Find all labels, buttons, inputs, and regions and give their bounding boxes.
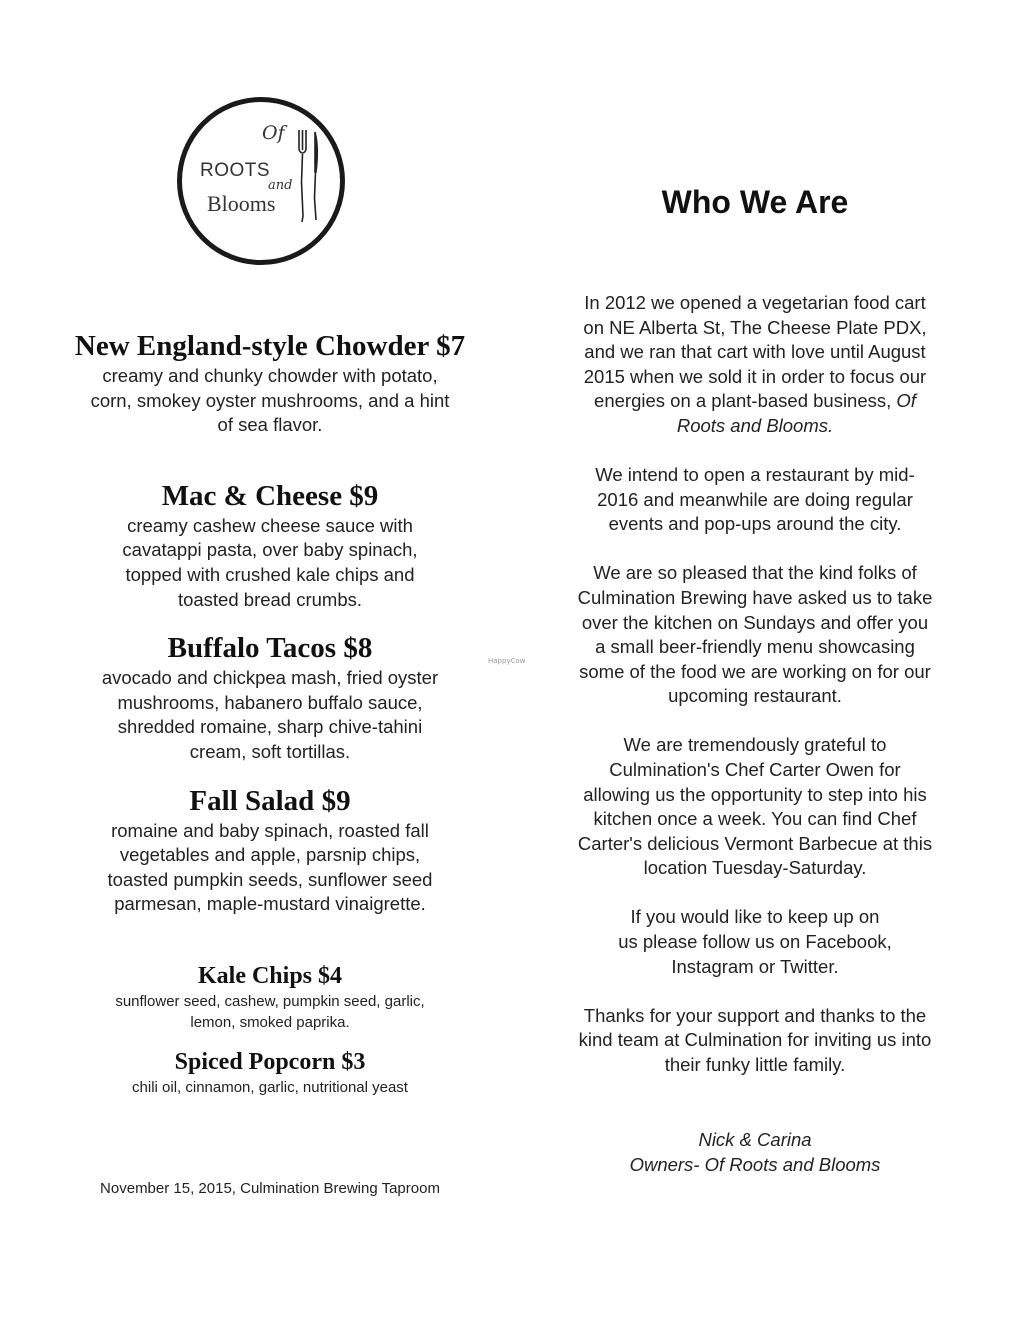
menu-item-description-line: toasted pumpkin seeds, sunflower seed: [107, 868, 433, 890]
about-paragraph: [532, 463, 978, 537]
about-paragraph-line: energies on a plant-based business, Of: [594, 390, 916, 412]
menu-item: [40, 630, 500, 764]
about-paragraph-line: Roots and Blooms.: [676, 414, 834, 436]
menu-item-description-line: shredded romaine, sharp chive-tahini: [117, 716, 423, 738]
menu-item-description: [40, 514, 500, 612]
watermark: HappyCow: [488, 657, 526, 665]
menu-item-description-line: mushrooms, habanero buffalo sauce,: [117, 691, 423, 713]
side-item-title: Kale Chips $4: [197, 962, 343, 989]
menu-item-description-line: parmesan, maple-mustard vinaigrette.: [114, 893, 426, 915]
menu-item-description-line: cavatappi pasta, over baby spinach,: [122, 539, 418, 561]
about-paragraph-line: Instagram or Twitter.: [671, 955, 839, 977]
menu-item-description-line: avocado and chickpea mash, fried oyster: [101, 667, 439, 689]
utensils-icon: [296, 128, 320, 224]
logo-blooms-text: Blooms: [207, 191, 276, 216]
side-item-title: Spiced Popcorn $3: [174, 1048, 366, 1075]
logo-roots-text: ROOTS: [200, 160, 271, 181]
menu-item-title: Fall Salad $9: [189, 784, 351, 817]
about-paragraph: [532, 561, 978, 709]
menu-item-title: New England-style Chowder $7: [74, 330, 466, 362]
business-name-fragment: Of: [896, 390, 916, 412]
about-paragraph-line: If you would like to keep up on: [630, 906, 880, 928]
about-paragraph-line: and we ran that cart with love until August: [584, 341, 926, 363]
menu-item: [40, 783, 500, 917]
about-paragraph-line: Culmination's Chef Carter Owen for: [609, 759, 901, 780]
side-item: [40, 961, 500, 1033]
menu-item-description-line: vegetables and apple, parsnip chips,: [119, 844, 421, 866]
menu-item: [40, 478, 500, 612]
about-paragraph-line: Culmination Brewing have asked us to take: [577, 586, 933, 608]
about-paragraph-line: Thanks for your support and thanks to the: [583, 1004, 927, 1026]
signature-names: Nick & Carina: [698, 1129, 812, 1150]
about-paragraph-line: 2015 when we sold it in order to focus our: [583, 365, 927, 387]
menu-item-description-line: toasted bread crumbs.: [177, 588, 363, 610]
about-paragraph: [532, 905, 978, 979]
about-paragraph-line: allowing us the opportunity to step into his: [583, 783, 927, 805]
about-paragraph-line: Carter's delicious Vermont Barbecue at this: [577, 832, 933, 854]
logo-of-text: Of: [262, 122, 285, 144]
logo-and-text: and: [268, 178, 293, 193]
side-item-description-line: sunflower seed, cashew, pumpkin seed, garlic,: [115, 992, 425, 1010]
side-item-description: [40, 991, 500, 1033]
about-paragraph-line: on NE Alberta St, The Cheese Plate PDX,: [583, 316, 927, 338]
menu: [40, 328, 500, 1098]
signature-title: Owners- Of Roots and Blooms: [629, 1154, 881, 1175]
menu-item-description-line: creamy and chunky chowder with potato,: [102, 365, 438, 386]
menu-item-description-line: topped with crushed kale chips and: [125, 563, 415, 585]
menu-item-title: Mac & Cheese $9: [161, 479, 379, 512]
about-paragraph-line: kind team at Culmination for inviting us into: [578, 1029, 932, 1051]
about-paragraph-line: over the kitchen on Sundays and offer you: [581, 611, 929, 633]
side-item-description: [40, 1077, 500, 1098]
about-paragraph-line: events and pop-ups around the city.: [608, 513, 902, 535]
about-paragraph-line: kitchen once a week. You can find Chef: [593, 808, 917, 830]
about-paragraph-line: 2016 and meanwhile are doing regular: [597, 488, 913, 510]
about-paragraph-line: a small beer-friendly menu showcasing: [595, 636, 915, 658]
about-paragraph-line: We are tremendously grateful to: [623, 734, 887, 756]
about-paragraph-line: their funky little family.: [664, 1053, 846, 1075]
about-paragraph-line: We intend to open a restaurant by mid-: [595, 464, 915, 486]
who-we-are-heading: Who We Are: [661, 184, 849, 220]
about-paragraph-line: some of the food we are working on for our: [579, 660, 931, 682]
about-paragraph-line: us please follow us on Facebook,: [618, 931, 892, 953]
menu-item: [40, 328, 500, 438]
signature: [560, 1127, 950, 1177]
fork-icon: [299, 130, 306, 222]
about-section: [532, 291, 978, 1102]
menu-item-description-line: corn, smokey oyster mushrooms, and a hint: [90, 389, 450, 411]
menu-footer: November 15, 2015, Culmination Brewing Taproom: [100, 1180, 440, 1197]
menu-item-description-line: creamy cashew cheese sauce with: [127, 514, 413, 536]
menu-item-title: Buffalo Tacos $8: [167, 632, 373, 665]
menu-item-description-line: romaine and baby spinach, roasted fall: [111, 819, 429, 841]
about-paragraph-line: location Tuesday-Saturday.: [643, 857, 867, 879]
menu-item-description-line: of sea flavor.: [217, 414, 323, 436]
logo: [177, 97, 345, 265]
about-paragraph-line: upcoming restaurant.: [668, 685, 842, 707]
side-item-description-line: chili oil, cinnamon, garlic, nutritional yeast: [132, 1078, 408, 1096]
side-item-description-line: lemon, smoked paprika.: [190, 1013, 350, 1031]
menu-item-description: [40, 364, 500, 438]
side-item: [40, 1047, 500, 1098]
menu-item-description-line: cream, soft tortillas.: [189, 740, 351, 762]
about-paragraph: [532, 291, 978, 439]
about-paragraph: [532, 733, 978, 881]
knife-icon: [315, 132, 318, 220]
about-paragraph-line: We are so pleased that the kind folks of: [593, 562, 917, 584]
menu-item-description: [40, 819, 500, 917]
about-paragraph: [532, 1004, 978, 1078]
about-paragraph-line: In 2012 we opened a vegetarian food cart: [584, 292, 926, 313]
menu-item-description: [40, 666, 500, 764]
